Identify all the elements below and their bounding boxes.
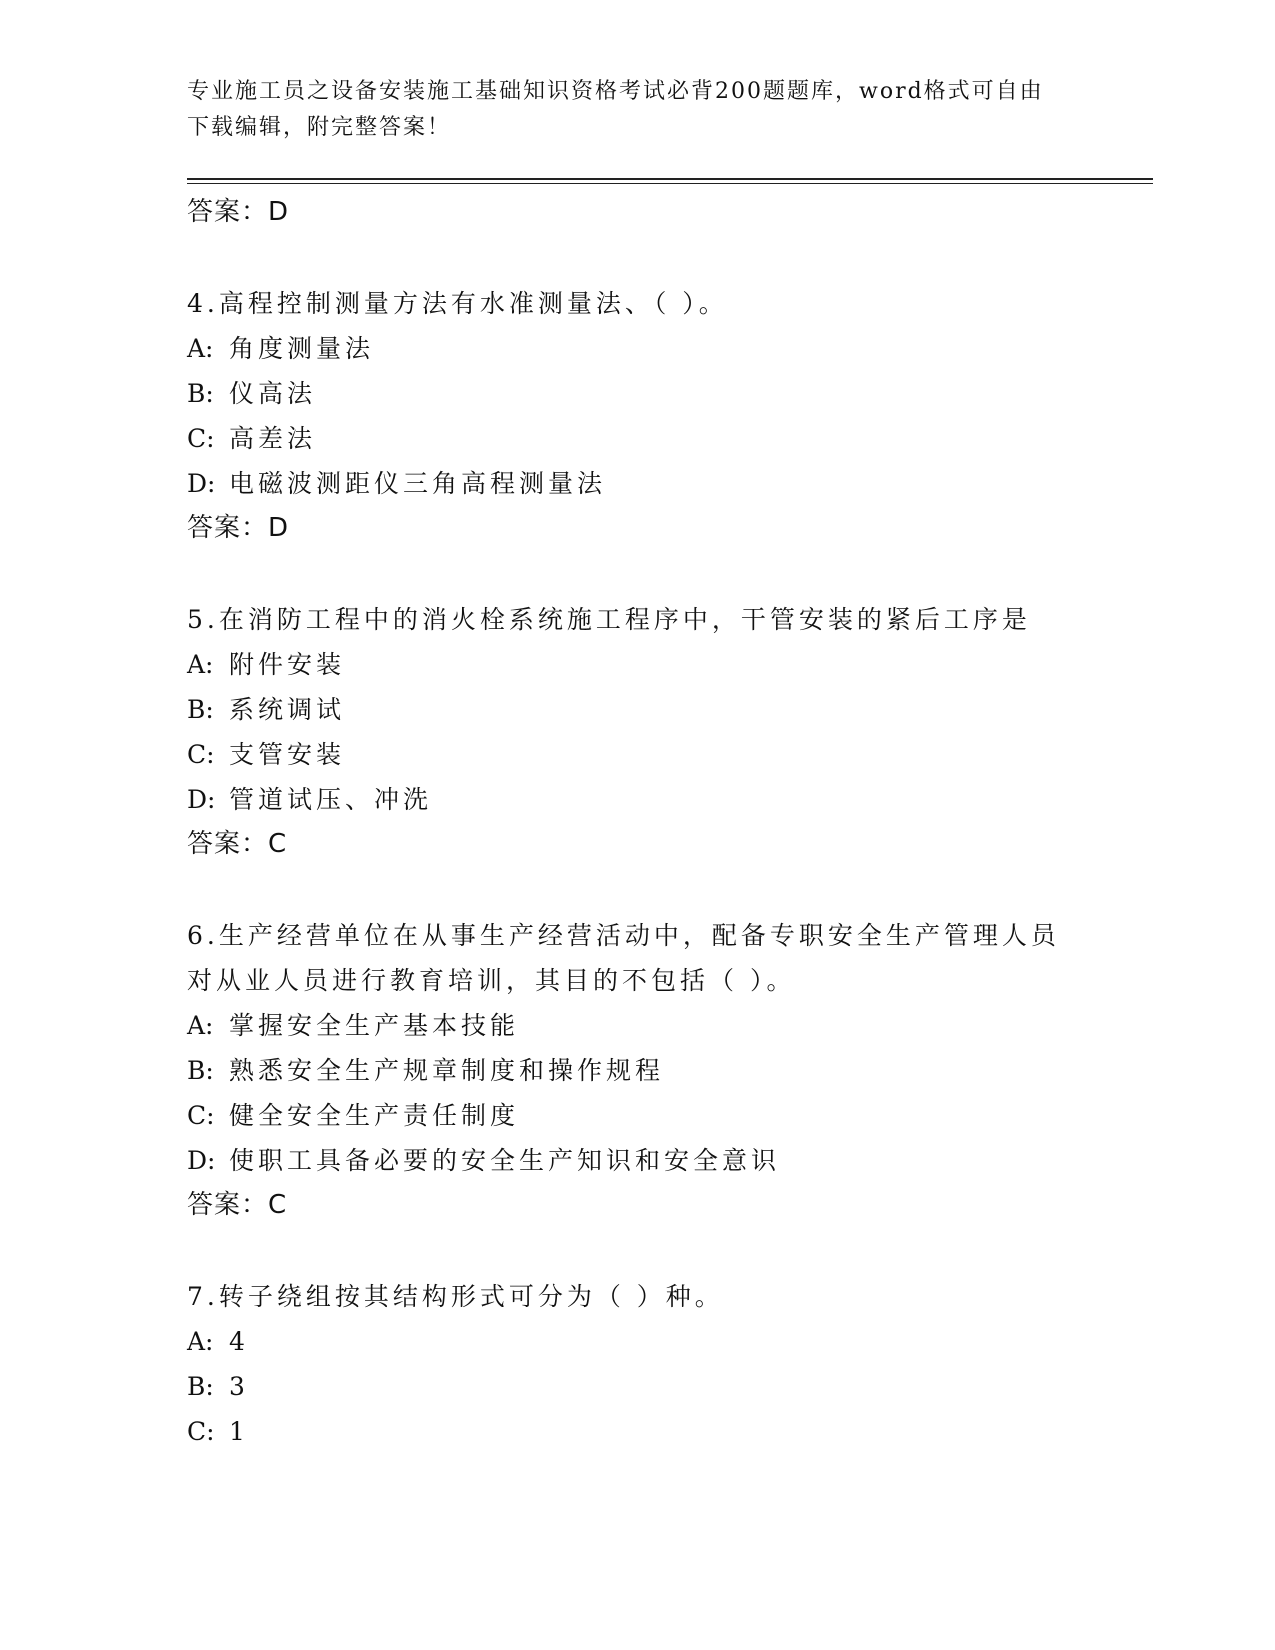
option-text: 熟悉安全生产规章制度和操作规程 (229, 1056, 665, 1085)
question-7 (187, 1274, 1137, 1454)
option-text: 使职工具备必要的安全生产知识和安全意识 (229, 1146, 781, 1175)
option-c (187, 1093, 1137, 1138)
option-a (187, 1319, 1137, 1364)
question-stem: 5.在消防工程中的消火栓系统施工程序中，干管安装的紧后工序是 (187, 605, 1031, 634)
document-header (187, 74, 1087, 146)
question-stem: 6.生产经营单位在从事生产经营活动中，配备专职安全生产管理人员 (187, 921, 1060, 950)
answer: 答案：C (187, 829, 288, 859)
option-text: 高差法 (229, 424, 317, 453)
answer: 答案：D (187, 513, 290, 543)
option-a (187, 642, 1137, 687)
option-letter: C: (187, 1417, 215, 1446)
question-stem-continued: 对从业人员进行教育培训，其目的不包括（ ）。 (187, 966, 796, 995)
option-text: 4 (229, 1327, 249, 1356)
option-b (187, 1048, 1137, 1093)
option-text: 附件安装 (229, 650, 346, 679)
option-text: 系统调试 (229, 695, 346, 724)
option-text: 管道试压、冲洗 (229, 785, 433, 814)
option-letter: A: (187, 1011, 214, 1040)
option-c (187, 1409, 1137, 1454)
spacer (187, 551, 1137, 597)
option-text: 健全安全生产责任制度 (229, 1101, 520, 1130)
option-letter: B: (187, 1372, 214, 1401)
option-b (187, 1364, 1137, 1409)
header-divider-thin (187, 183, 1153, 184)
option-letter: B: (187, 379, 214, 408)
option-text: 仪高法 (229, 379, 317, 408)
option-c (187, 732, 1137, 777)
question-5 (187, 597, 1137, 867)
option-text: 电磁波测距仪三角高程测量法 (229, 469, 607, 498)
option-letter: C: (187, 740, 215, 769)
option-d (187, 461, 1137, 506)
header-divider-thick (187, 178, 1153, 180)
spacer (187, 1228, 1137, 1274)
option-d (187, 777, 1137, 822)
header-line-1: 专业施工员之设备安装施工基础知识资格考试必背200题题库，word格式可自由 (187, 79, 1044, 104)
spacer (187, 867, 1137, 913)
answer: 答案：C (187, 1190, 288, 1220)
option-text: 3 (229, 1372, 249, 1401)
option-b (187, 687, 1137, 732)
question-list (187, 190, 1137, 1454)
option-letter: C: (187, 1101, 215, 1130)
option-letter: D: (187, 469, 216, 498)
option-b (187, 371, 1137, 416)
option-text: 角度测量法 (229, 334, 375, 363)
option-letter: A: (187, 650, 214, 679)
option-d (187, 1138, 1137, 1183)
option-c (187, 416, 1137, 461)
option-letter: D: (187, 785, 216, 814)
option-letter: D: (187, 1146, 216, 1175)
option-text: 掌握安全生产基本技能 (229, 1011, 520, 1040)
option-a (187, 326, 1137, 371)
option-letter: A: (187, 1327, 214, 1356)
option-letter: B: (187, 1056, 214, 1085)
question-stem: 7.转子绕组按其结构形式可分为（ ）种。 (187, 1282, 724, 1311)
option-text: 支管安装 (229, 740, 346, 769)
header-line-2: 下载编辑，附完整答案！ (187, 115, 452, 140)
option-letter: B: (187, 695, 214, 724)
question-6 (187, 913, 1137, 1228)
question-stem: 4.高程控制测量方法有水准测量法、（ ）。 (187, 289, 728, 318)
previous-answer: 答案：D (187, 197, 290, 227)
question-4 (187, 281, 1137, 551)
spacer (187, 235, 1137, 281)
option-a (187, 1003, 1137, 1048)
option-letter: C: (187, 424, 215, 453)
option-letter: A: (187, 334, 214, 363)
option-text: 1 (229, 1417, 249, 1446)
